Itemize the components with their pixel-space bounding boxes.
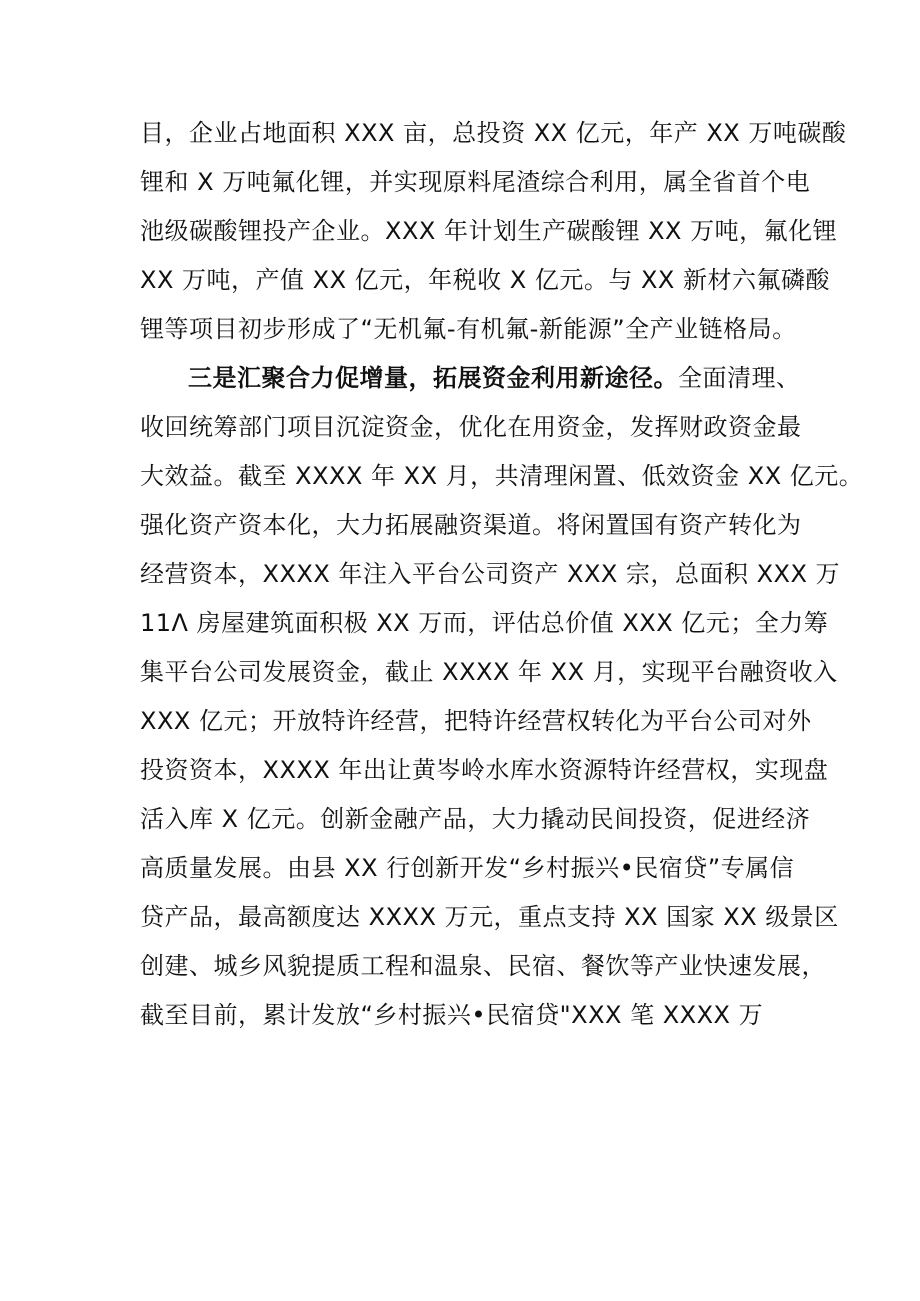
paragraph-line: XX 万吨，产值 XX 亿元，年税收 X 亿元。与 XX 新材六氟磷酸	[140, 266, 830, 294]
paragraph-line: 池级碳酸锂投产企业。XXX 年计划生产碳酸锂 XX 万吨，氟化锂	[140, 217, 838, 245]
paragraph-first-line	[188, 362, 801, 394]
paragraph-line: 贷产品，最高额度达 XXXX 万元，重点支持 XX 国家 XX 级景区	[140, 903, 839, 931]
paragraph-lead-heading: 三是汇聚合力促增量，拓展资金利用新途径。	[188, 364, 678, 392]
paragraph-line: 强化资产资本化，大力拓展融资渠道。将闲置国有资产转化为	[140, 511, 802, 539]
paragraph-line: 大效益。截至 XXXX 年 XX 月，共清理闲置、低效资金 XX 亿元。	[140, 462, 864, 490]
paragraph-line: 目，企业占地面积 XXX 亩，总投资 XX 亿元，年产 XX 万吨碳酸	[140, 119, 847, 147]
paragraph-line-rest: 全面清理、	[678, 364, 801, 392]
paragraph-line: 锂等项目初步形成了“无机氟-有机氟-新能源”全产业链格局。	[140, 315, 797, 343]
paragraph-line: 集平台公司发展资金，截止 XXXX 年 XX 月，实现平台融资收入	[140, 658, 838, 686]
paragraph-line: 活入库 X 亿元。创新金融产品，大力撬动民间投资，促进经济	[140, 805, 811, 833]
paragraph-line: 创建、城乡风貌提质工程和温泉、民宿、餐饮等产业快速发展，	[140, 952, 826, 980]
paragraph-line: 投资资本，XXXX 年出让黄岑岭水库水资源特许经营权，实现盘	[140, 756, 829, 784]
paragraph-line: 截至目前，累计发放“乡村振兴•民宿贷"XXX 笔 XXXX 万	[140, 1001, 764, 1029]
paragraph-line: 经营资本，XXXX 年注入平台公司资产 XXX 宗，总面积 XXX 万	[140, 560, 841, 588]
paragraph-line: 高质量发展。由县 XX 行创新开发“乡村振兴•民宿贷”专属信	[140, 854, 795, 882]
paragraph-line: 收回统筹部门项目沉淀资金，优化在用资金，发挥财政资金最	[140, 413, 802, 441]
paragraph-line: 11Λ 房屋建筑面积极 XX 万而，评估总价值 XXX 亿元；全力筹	[140, 609, 829, 637]
paragraph-line: 锂和 X 万吨氟化锂，并实现原料尾渣综合利用，属全省首个电	[140, 168, 811, 196]
paragraph-line: XXX 亿元；开放特许经营，把特许经营权转化为平台公司对外	[140, 707, 812, 735]
